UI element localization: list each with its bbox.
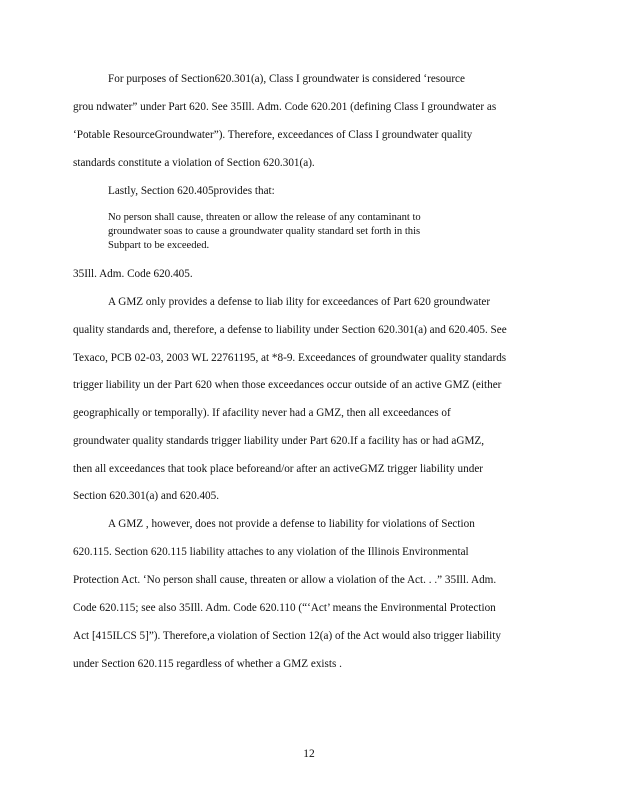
paragraph-1-line-4: standards constitute a violation of Section 620.301(a). [73, 157, 315, 169]
page-number: 12 [303, 748, 315, 760]
paragraph-3-line-5: geographically or temporally). If afacility never had a GMZ, then all exceedances of [73, 407, 451, 419]
citation: 35Ill. Adm. Code 620.405. [73, 268, 193, 280]
paragraph-3-line-1: A GMZ only provides a defense to liab ility for exceedances of Part 620 groundwater [108, 296, 491, 308]
paragraph-4-line-1: A GMZ , however, does not provide a defense to liability for violations of Section [108, 518, 475, 530]
paragraph-1-line-3: ‘Potable ResourceGroundwater”). Therefore, exceedances of Class I groundwater quality [73, 129, 473, 141]
block-quote-line-1: No person shall cause, threaten or allow the release of any contaminant to [108, 212, 421, 223]
paragraph-2-line-1: Lastly, Section 620.405provides that: [108, 185, 275, 197]
paragraph-3-line-6: groundwater quality standards trigger liability under Part 620.If a facility has or had aGMZ, [73, 435, 485, 447]
paragraph-4-line-5: Act [415ILCS 5]”). Therefore,a violation of Section 12(a) of the Act would also trigger liability [73, 630, 501, 642]
paragraph-4-line-2: 620.115. Section 620.115 liability attaches to any violation of the Illinois Environmental [73, 546, 469, 558]
block-quote-line-2: groundwater soas to cause a groundwater quality standard set forth in this [108, 226, 421, 237]
paragraph-4-line-4: Code 620.115; see also 35Ill. Adm. Code 620.110 (“‘Act’ means the Environmental Protection [73, 602, 496, 614]
block-quote-line-3: Subpart to be exceeded. [108, 240, 210, 251]
paragraph-3-line-2: quality standards and, therefore, a defense to liability under Section 620.301(a) and 620.405. See [73, 324, 507, 336]
paragraph-3-line-8: Section 620.301(a) and 620.405. [73, 490, 220, 502]
paragraph-4-line-6: under Section 620.115 regardless of whether a GMZ exists . [73, 658, 342, 670]
paragraph-3-line-3: Texaco, PCB 02-03, 2003 WL 22761195, at *8-9. Exceedances of groundwater quality standards [73, 352, 507, 364]
paragraph-4-line-3: Protection Act. ‘No person shall cause, threaten or allow a violation of the Act. . .” 35Ill. Adm. [73, 574, 497, 586]
paragraph-1-line-2: grou ndwater” under Part 620. See 35Ill. Adm. Code 620.201 (defining Class I groundwater as [73, 101, 497, 113]
paragraph-3-line-7: then all exceedances that took place beforeand/or after an activeGMZ trigger liability under [73, 463, 484, 475]
paragraph-1-line-1: For purposes of Section620.301(a), Class I groundwater is considered ‘resource [108, 73, 465, 85]
paragraph-3-line-4: trigger liability un der Part 620 when those exceedances occur outside of an active GMZ (either [73, 379, 502, 391]
